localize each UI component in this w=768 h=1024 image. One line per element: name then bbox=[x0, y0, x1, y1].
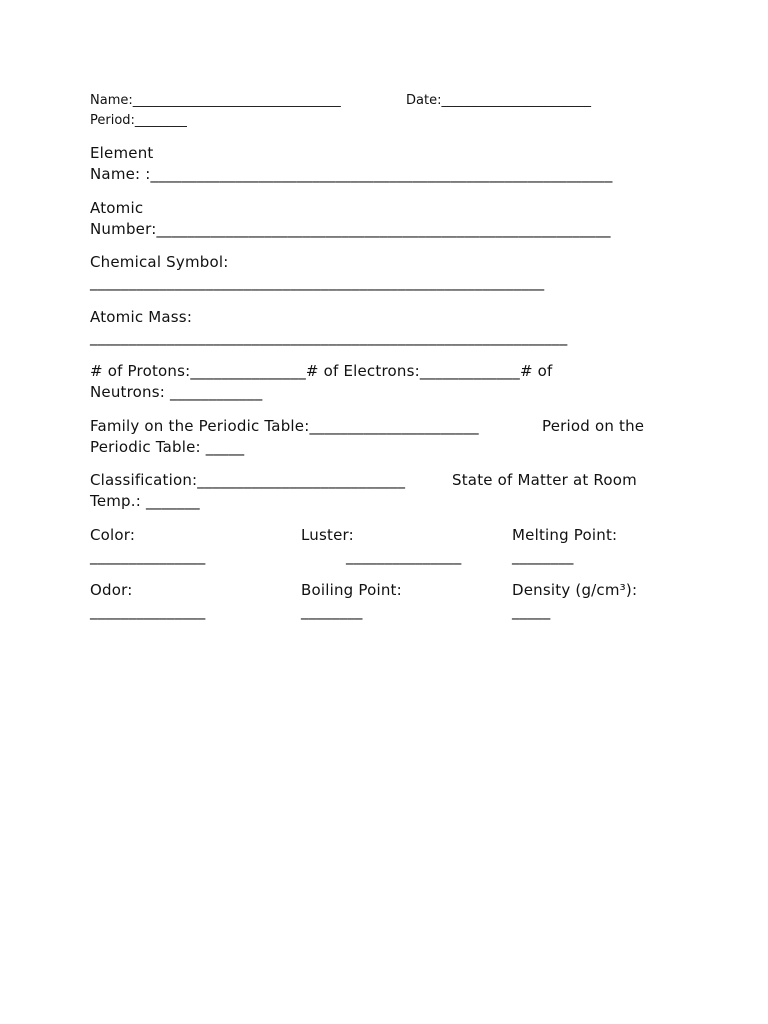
odor-label: Odor: bbox=[90, 581, 133, 599]
odor-field[interactable]: _______________ bbox=[90, 602, 206, 620]
color-field[interactable]: _______________ bbox=[90, 547, 206, 565]
element-name-label: Element bbox=[90, 144, 154, 162]
luster-field[interactable]: _______________ bbox=[346, 547, 462, 565]
temp-field[interactable]: Temp.: _______ bbox=[90, 492, 200, 510]
protons-electrons-field[interactable]: # of Protons:_______________# of Electrons:_____________# of bbox=[90, 362, 553, 380]
chemical-symbol-label: Chemical Symbol: bbox=[90, 253, 229, 271]
atomic-mass-label: Atomic Mass: bbox=[90, 308, 193, 326]
color-label: Color: bbox=[90, 526, 136, 544]
date-field[interactable]: Date:_______________________ bbox=[406, 93, 591, 108]
melting-point-field[interactable]: ________ bbox=[512, 547, 574, 565]
atomic-number-label: Atomic bbox=[90, 199, 144, 217]
period-on-table-label: Period on the bbox=[542, 417, 645, 435]
density-label: Density (g/cm³): bbox=[512, 581, 638, 599]
name-field[interactable]: Name:________________________________ bbox=[90, 93, 341, 108]
periodic-table-period-field[interactable]: Periodic Table: _____ bbox=[90, 438, 245, 456]
period-field[interactable]: Period:________ bbox=[90, 113, 187, 128]
density-field[interactable]: _____ bbox=[512, 602, 551, 620]
chemical-symbol-field[interactable]: ___________________________________________________________ bbox=[90, 273, 545, 291]
family-field[interactable]: Family on the Periodic Table:______________________ bbox=[90, 417, 479, 435]
atomic-mass-field[interactable]: ______________________________________________________________ bbox=[90, 328, 568, 346]
melting-point-label: Melting Point: bbox=[512, 526, 618, 544]
boiling-point-field[interactable]: ________ bbox=[301, 602, 363, 620]
state-of-matter-label: State of Matter at Room bbox=[452, 471, 637, 489]
neutrons-field[interactable]: Neutrons: ____________ bbox=[90, 383, 263, 401]
atomic-number-field[interactable]: Number:___________________________________________________________ bbox=[90, 220, 611, 238]
boiling-point-label: Boiling Point: bbox=[301, 581, 402, 599]
luster-label: Luster: bbox=[301, 526, 354, 544]
element-name-field[interactable]: Name: :____________________________________________________________ bbox=[90, 165, 613, 183]
classification-field[interactable]: Classification:___________________________ bbox=[90, 471, 406, 489]
